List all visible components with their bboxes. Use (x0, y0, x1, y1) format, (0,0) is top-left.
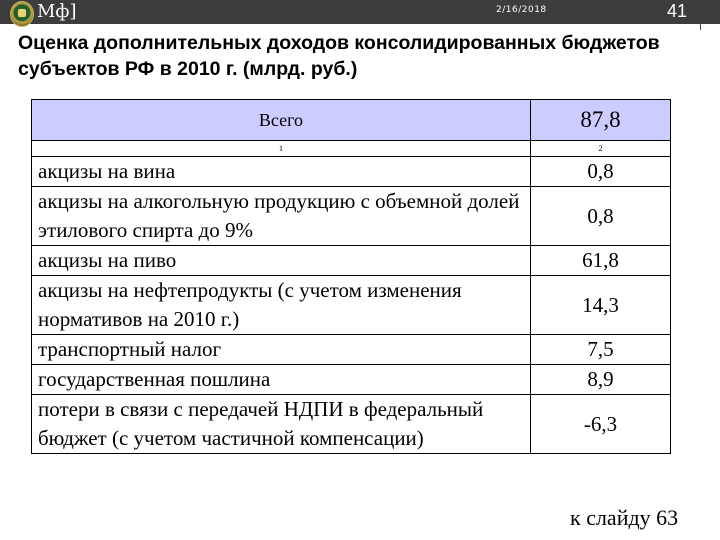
row-label: государственная пошлина (32, 365, 531, 395)
revenue-table (31, 99, 671, 454)
row-value: 14,3 (531, 276, 671, 335)
total-row (32, 100, 671, 141)
row-label: потери в связи с передачей НДПИ в федеральный бюджет (с учетом частичной компенсации) (32, 395, 531, 454)
table-row (32, 187, 671, 246)
table-row (32, 395, 671, 454)
table-row (32, 246, 671, 276)
ministry-label: Мф] (37, 1, 77, 22)
row-value: 0,8 (531, 187, 671, 246)
table-row (32, 365, 671, 395)
top-bar (0, 0, 720, 24)
row-value: 7,5 (531, 335, 671, 365)
slide-link[interactable]: к слайду 63 (570, 505, 679, 530)
row-label: транспортный налог (32, 335, 531, 365)
slide-title: Оценка дополнительных доходов консолидированных бюджетов субъектов РФ в 2010 г. (млрд. руб.) (18, 32, 660, 80)
total-label: Всего (32, 100, 531, 141)
row-label: акцизы на алкогольную продукцию с объемной долей этилового спирта до 9% (32, 187, 531, 246)
slide-date: 2/16/2018 (496, 5, 547, 15)
slide-number: 41 (667, 1, 688, 21)
row-value: 61,8 (531, 246, 671, 276)
row-value: 0,8 (531, 157, 671, 187)
table-row (32, 335, 671, 365)
row-label: акцизы на вина (32, 157, 531, 187)
table-row (32, 276, 671, 335)
table-row (32, 157, 671, 187)
row-value: 8,9 (531, 365, 671, 395)
row-label: акцизы на пиво (32, 246, 531, 276)
column-number-1: 1 (32, 141, 531, 157)
row-label: акцизы на нефтепродукты (с учетом изменения нормативов на 2010 г.) (32, 276, 531, 335)
ministry-emblem-icon (10, 1, 34, 27)
column-number-row (32, 141, 671, 157)
header-divider (700, 0, 701, 30)
total-value: 87,8 (531, 100, 671, 141)
column-number-2: 2 (531, 141, 671, 157)
row-value: -6,3 (531, 395, 671, 454)
